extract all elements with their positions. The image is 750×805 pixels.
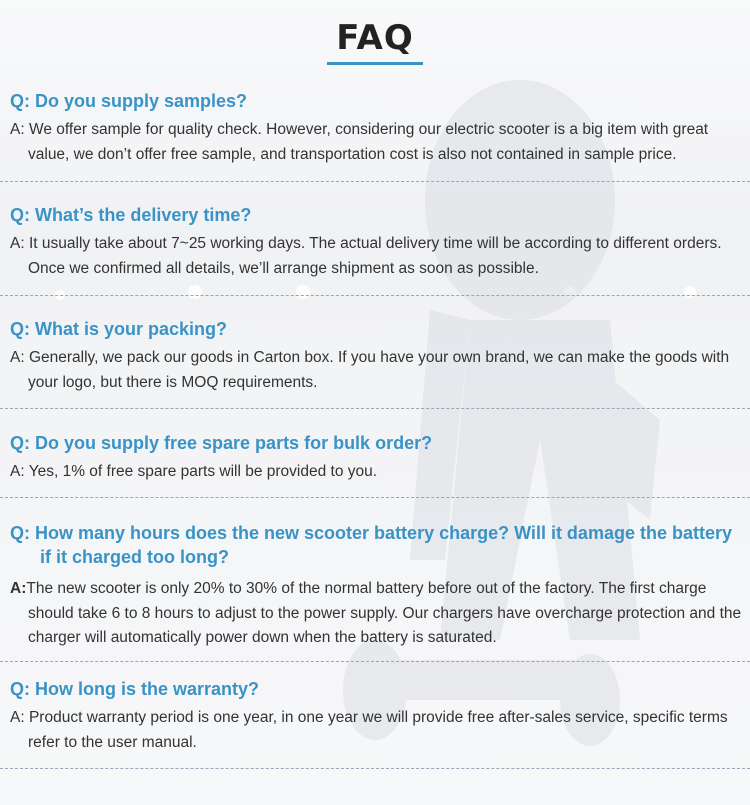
faq-question: Q: Do you supply samples? (10, 91, 248, 111)
divider (0, 768, 750, 769)
faq-question: Q: How many hours does the new scooter battery charge? Will it damage the battery if it charged too long? (10, 523, 732, 567)
faq-answer: A: It usually take about 7~25 working days. The actual delivery time will be according to different orders. Once we confirmed all details, we’ll arrange shipment as soon as possible. (10, 235, 722, 277)
faq-answer: A: We offer sample for quality check. However, considering our electric scooter is a big item with great value, we don’t offer free sample, and transportation cost is also not contained in sample price. (10, 121, 709, 163)
faq-question: Q: How long is the warranty? (10, 679, 260, 699)
faq-question: Q: What’s the delivery time? (10, 205, 252, 225)
faq-answer: A:The new scooter is only 20% to 30% of the normal battery before out of the factory. The first charge should take 6 to 8 hours to adjust to the power supply. Our chargers have overcharge protection and the charger will automatically power down when the battery is saturated. (10, 580, 742, 646)
divider (0, 408, 750, 409)
faq-answer: A: Product warranty period is one year, in one year we will provide free after-sales service, specific terms refer to the user manual. (10, 709, 728, 751)
faq-item (0, 203, 750, 281)
faq-answer: A: Yes, 1% of free spare parts will be provided to you. (10, 463, 378, 480)
faq-item (0, 677, 750, 755)
page-title: FAQ (336, 18, 414, 58)
faq-item (0, 431, 750, 485)
faq-question: Q: What is your packing? (10, 319, 228, 339)
faq-item (0, 89, 750, 167)
faq-item (0, 521, 750, 651)
divider (0, 295, 750, 296)
faq-question: Q: Do you supply free spare parts for bulk order? (10, 433, 433, 453)
divider (0, 181, 750, 182)
title-underline (327, 62, 423, 65)
divider (0, 661, 750, 662)
faq-item (0, 317, 750, 395)
divider (0, 497, 750, 498)
faq-answer: A: Generally, we pack our goods in Carton box. If you have your own brand, we can make the goods with your logo, but there is MOQ requirements. (10, 349, 730, 391)
